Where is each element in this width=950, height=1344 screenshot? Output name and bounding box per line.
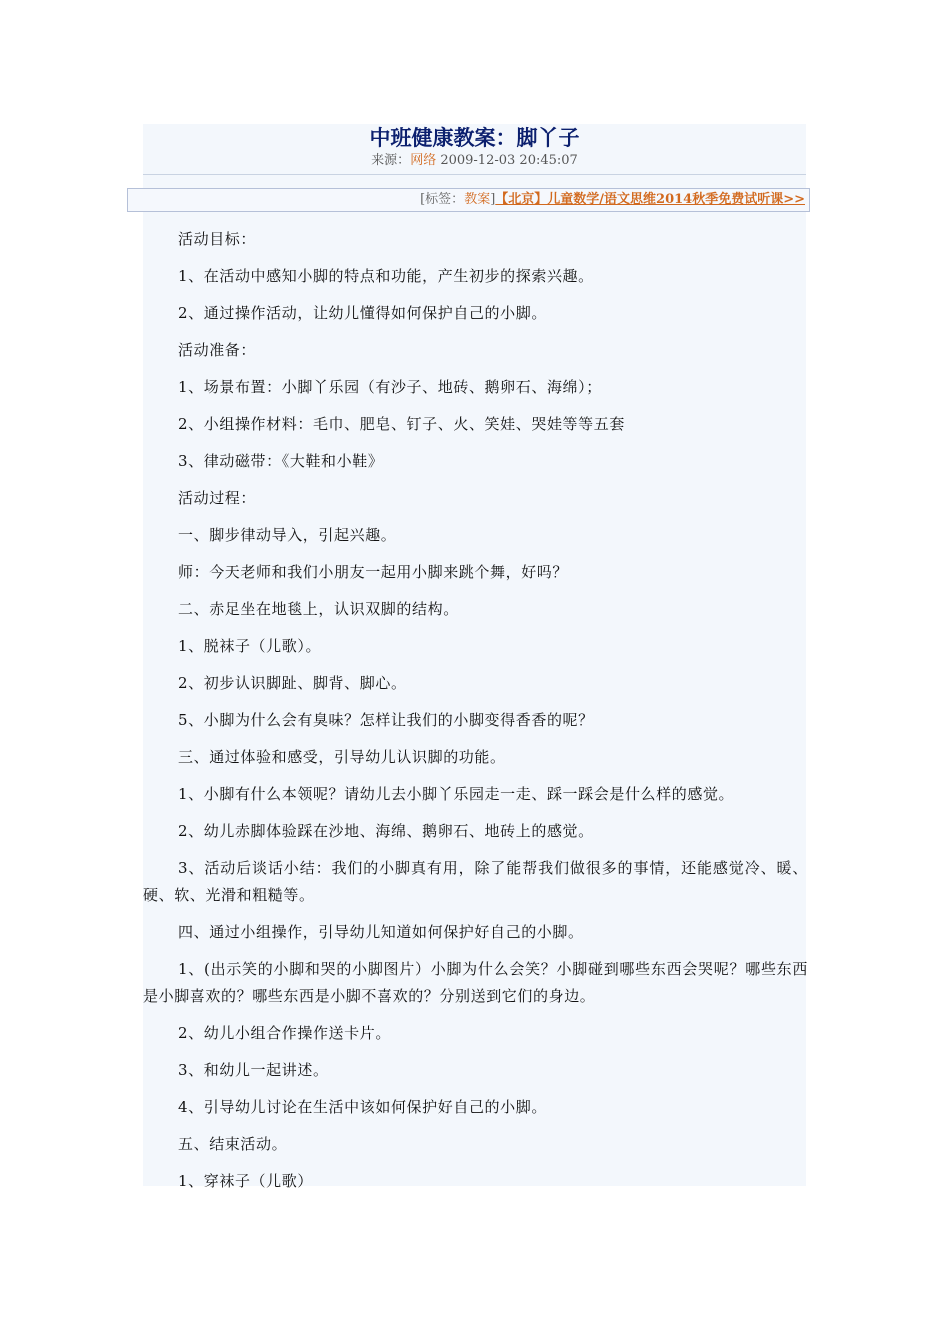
paragraph: 四、通过小组操作，引导幼儿知道如何保护好自己的小脚。 bbox=[178, 923, 584, 941]
meta-prefix: 来源： bbox=[371, 153, 411, 168]
paragraph: 1、(出示笑的小脚和哭的小脚图片）小脚为什么会笑？小脚碰到哪些东西会哭呢？哪些东西是小脚喜欢的？哪些东西是小脚不喜欢的？分别送到它们的身边。 bbox=[143, 960, 808, 1005]
paragraph: 2、通过操作活动，让幼儿懂得如何保护自己的小脚。 bbox=[178, 304, 547, 322]
tag-bar bbox=[127, 188, 810, 212]
article-title: 中班健康教案：脚丫子 bbox=[369, 125, 580, 150]
article-meta bbox=[143, 152, 806, 170]
paragraph: 1、脱袜子（儿歌）。 bbox=[178, 637, 322, 655]
paragraph: 2、幼儿赤脚体验踩在沙地、海绵、鹅卵石、地砖上的感觉。 bbox=[178, 822, 594, 840]
paragraph: 1、场景布置：小脚丫乐园（有沙子、地砖、鹅卵石、海绵）； bbox=[178, 378, 602, 396]
tag-prefix: [标签： bbox=[420, 192, 465, 207]
paragraph: 活动目标： bbox=[178, 230, 257, 248]
paragraph: 一、脚步律动导入，引起兴趣。 bbox=[178, 526, 397, 544]
paragraph: 2、小组操作材料：毛巾、肥皂、钉子、火、笑娃、哭娃等等五套 bbox=[178, 415, 625, 433]
paragraph: 3、和幼儿一起讲述。 bbox=[178, 1061, 329, 1079]
paragraph: 三、通过体验和感受，引导幼儿认识脚的功能。 bbox=[178, 748, 506, 766]
tag-link[interactable]: 教案 bbox=[464, 192, 491, 207]
paragraph: 5、小脚为什么会有臭味？怎样让我们的小脚变得香香的呢？ bbox=[178, 711, 594, 729]
paragraph: 活动过程： bbox=[178, 489, 257, 507]
publish-datetime: 2009-12-03 20:45:07 bbox=[436, 153, 578, 168]
paragraph: 3、活动后谈话小结：我们的小脚真有用，除了能帮我们做很多的事情，还能感觉冷、暖、硬、软、光滑和粗糙等。 bbox=[143, 859, 808, 904]
promo-link[interactable]: 【北京】儿童数学/语文思维2014秋季免费试听课>> bbox=[495, 192, 805, 207]
paragraph: 2、初步认识脚趾、脚背、脚心。 bbox=[178, 674, 407, 692]
paragraph: 1、在活动中感知小脚的特点和功能，产生初步的探索兴趣。 bbox=[178, 267, 594, 285]
paragraph: 五、结束活动。 bbox=[178, 1135, 288, 1153]
tag-suffix: ] bbox=[490, 192, 496, 207]
paragraph: 师：今天老师和我们小朋友一起用小脚来跳个舞，好吗？ bbox=[178, 563, 569, 581]
article-body bbox=[143, 226, 808, 1205]
paragraph: 二、赤足坐在地毯上，认识双脚的结构。 bbox=[178, 600, 459, 618]
paragraph: 2、幼儿小组合作操作送卡片。 bbox=[178, 1024, 391, 1042]
source-link[interactable]: 网络 bbox=[410, 153, 437, 168]
paragraph: 4、引导幼儿讨论在生活中该如何保护好自己的小脚。 bbox=[178, 1098, 547, 1116]
paragraph: 活动准备： bbox=[178, 341, 257, 359]
paragraph: 1、穿袜子（儿歌） bbox=[178, 1172, 313, 1190]
meta-divider bbox=[143, 174, 806, 175]
paragraph: 1、小脚有什么本领呢？请幼儿去小脚丫乐园走一走、踩一踩会是什么样的感觉。 bbox=[178, 785, 735, 803]
paragraph: 3、律动磁带：《大鞋和小鞋》 bbox=[178, 452, 384, 470]
